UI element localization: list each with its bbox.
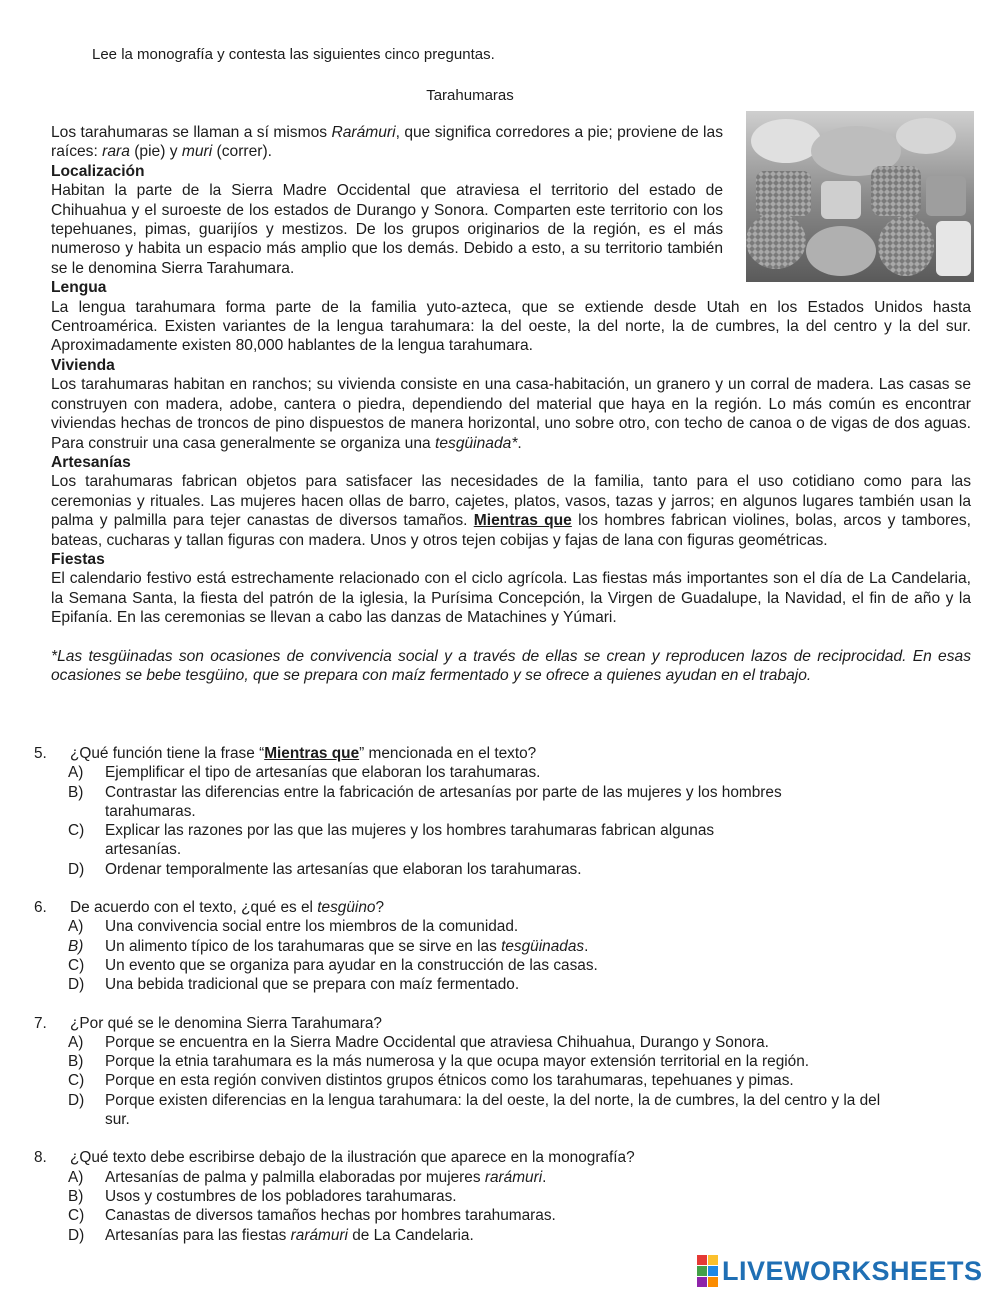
answer-option[interactable]: C) Porque en esta región conviven distintos grupos étnicos como los tarahumaras, tepehuanes y pimas. (68, 1072, 794, 1090)
section-heading-vivienda: Vivienda (51, 356, 115, 374)
answer-option[interactable]: B) Usos y costumbres de los pobladores tarahumaras. (68, 1187, 457, 1205)
question-5: 5. ¿Qué función tiene la frase “Mientras que” mencionada en el texto? A) Ejemplificar el tipo de artesanías que elaboran los tarahumaras. B) Contrastar las diferencias entre la fabricación de artesanías por parte de las mujeres y los hombres tarahumaras. C) Explicar las razones por las que las mujeres y los hombres tarahumaras fabrican algunas artesanías. D) Ordenar temporalmente las artesanías que elaboran los tarahumaras. (34, 744, 934, 879)
section-text-localizacion: Habitan la parte de la Sierra Madre Occidental que atraviesa el territorio del estado de Chihuahua y el suroeste de los estados de Durango y Sonora. Comparten este territorio con los tepehuanes, pimas, guarijíos y mestizos. De los grupos originarios de la región, es el más numeroso y habita un espacio más amplio que los demás. Debido a esto, a su territorio también se le denomina Sierra Tarahumara. (51, 182, 723, 277)
question-6: 6. De acuerdo con el texto, ¿qué es el tesgüino? A) Una convivencia social entre los miembros de la comunidad. B) Un alimento típico de los tarahumaras que se sirve en las tesgüinadas. C) Un evento que se organiza para ayudar en la construcción de las casas. D) Una bebida tradicional que se prepara con maíz fermentado. (34, 898, 934, 994)
answer-option[interactable]: D) Ordenar temporalmente las artesanías que elaboran los tarahumaras. (68, 860, 582, 878)
answer-option[interactable]: C) Explicar las razones por las que las mujeres y los hombres tarahumaras fabrican algunas artesanías. (68, 822, 715, 859)
section-text-artesanias: Los tarahumaras fabrican objetos para satisfacer las necesidades de la familia, tanto para el uso cotidiano como para las ceremonias y rituales. Las mujeres hacen ollas de barro, cajetes, platos, vasos, tazas y jarros; en algunos lugares también usan la palma y palmilla para tejer canastas de diversos tamaños. Mientras que los hombres fabrican violines, bolas, arcos y tambores, bateas, cucharas y tallan figuras con madera. Unos y otros tejen cobijas y fajas de lana con figuras geométricas. (51, 473, 972, 549)
answer-option[interactable]: A) Artesanías de palma y palmilla elaboradas por mujeres rarámuri. (68, 1168, 547, 1186)
section-heading-artesanias: Artesanías (51, 453, 131, 471)
section-text-fiestas: El calendario festivo está estrechamente relacionado con el ciclo agrícola. Las fiestas más importantes son el día de La Candelaria, la Semana Santa, la fiesta del patrón de la iglesia, la Purísima Concepción, la Virgen de Guadalupe, la Navidad, el fin de año y la Epifanía. En las ceremonias se llevan a cabo las danzas de Matachines y Yúmari. (51, 570, 971, 627)
section-heading-lengua: Lengua (51, 279, 107, 297)
answer-option[interactable]: B) Un alimento típico de los tarahumaras que se sirve en las tesgüinadas. (68, 937, 589, 955)
answer-option[interactable]: B) Porque la etnia tarahumara es la más numerosa y la que ocupa mayor extensión territorial en la región. (68, 1053, 810, 1071)
answer-option[interactable]: D) Una bebida tradicional que se prepara con maíz fermentado. (68, 976, 520, 994)
intro-paragraph: Los tarahumaras se llaman a sí mismos Rarámuri, que significa corredores a pie; proviene de las raíces: rara (pie) y muri (correr). (51, 124, 723, 161)
answer-option[interactable]: D) Porque existen diferencias en la lengua tarahumara: la del oeste, la del norte, la de cumbres, la del centro y la del sur. (68, 1091, 881, 1129)
liveworksheets-logo[interactable] (697, 1256, 983, 1286)
section-text-vivienda: Los tarahumaras habitan en ranchos; su vivienda consiste en una casa-habitación, un granero y un corral de madera. Las casas se construyen con madera, adobe, cantera o piedra, dependiendo del material que haya en la región. Lo más común es encontrar viviendas hechas de troncos de pino dispuestos de manera horizontal, uno sobre otro, con techo de canoa o de vigas de dos aguas. Para construir una casa generalmente se organiza una tesgüinada*. (51, 376, 971, 452)
answer-option[interactable]: A) Una convivencia social entre los miembros de la comunidad. (68, 918, 519, 936)
liveworksheets-logo-icon (697, 1255, 718, 1287)
answer-option[interactable]: A) Porque se encuentra en la Sierra Madre Occidental que atraviesa Chihuahua, Durango y Sonora. (68, 1033, 769, 1051)
answer-option[interactable]: C) Un evento que se organiza para ayudar en la construcción de las casas. (68, 956, 598, 974)
section-text-lengua: La lengua tarahumara forma parte de la familia yuto-azteca, que se extiende desde Utah en los Estados Unidos hasta Centroamérica. Existen variantes de la lengua tarahumara: la del oeste, la del norte, la de cumbres, la del centro y la del sur. Aproximadamente existen 80,000 hablantes de la lengua tarahumara. (51, 298, 971, 355)
page-title: Tarahumaras (426, 87, 514, 104)
answer-option[interactable]: B) Contrastar las diferencias entre la fabricación de artesanías por parte de las mujeres y los hombres tarahumaras. (68, 783, 782, 820)
answer-option[interactable]: D) Artesanías para las fiestas rarámuri de La Candelaria. (68, 1226, 474, 1244)
question-list (34, 744, 934, 1264)
footnote: *Las tesgüinadas son ocasiones de convivencia social y a través de ellas se crean y reproducen lazos de reciprocidad. En esas ocasiones se bebe tesgüino, que se prepara con maíz fermentado y se ofrece a quienes ayudan en el trabajo. (51, 647, 971, 684)
question-7: 7. ¿Por qué se le denomina Sierra Tarahumara? A) Porque se encuentra en la Sierra Madre Occidental que atraviesa Chihuahua, Durango y Sonora. B) Porque la etnia tarahumara es la más numerosa y la que ocupa mayor extensión territorial en la región. C) Porque en esta región conviven distintos grupos étnicos como los tarahumaras, tepehuanes y pimas. D) Porque existen diferencias en la lengua tarahumara: la del oeste, la del norte, la de cumbres, la del centro y la del sur. (34, 1014, 934, 1130)
section-heading-fiestas: Fiestas (51, 550, 105, 568)
question-8: 8. ¿Qué texto debe escribirse debajo de la ilustración que aparece en la monografía? A) Artesanías de palma y palmilla elaboradas por mujeres rarámuri. B) Usos y costumbres de los pobladores tarahumaras. C) Canastas de diversos tamaños hechas por hombres tarahumaras. D) Artesanías para las fiestas rarámuri de La Candelaria. (34, 1148, 934, 1244)
monografia-text (51, 123, 971, 685)
instructions: Lee la monografía y contesta las siguientes cinco preguntas. (92, 46, 495, 63)
section-heading-localizacion: Localización (51, 162, 145, 180)
logo-text: LIVEWORKSHEETS (722, 1255, 983, 1286)
answer-option[interactable]: C) Canastas de diversos tamaños hechas por hombres tarahumaras. (68, 1207, 556, 1225)
answer-option[interactable]: A) Ejemplificar el tipo de artesanías que elaboran los tarahumaras. (68, 764, 541, 782)
